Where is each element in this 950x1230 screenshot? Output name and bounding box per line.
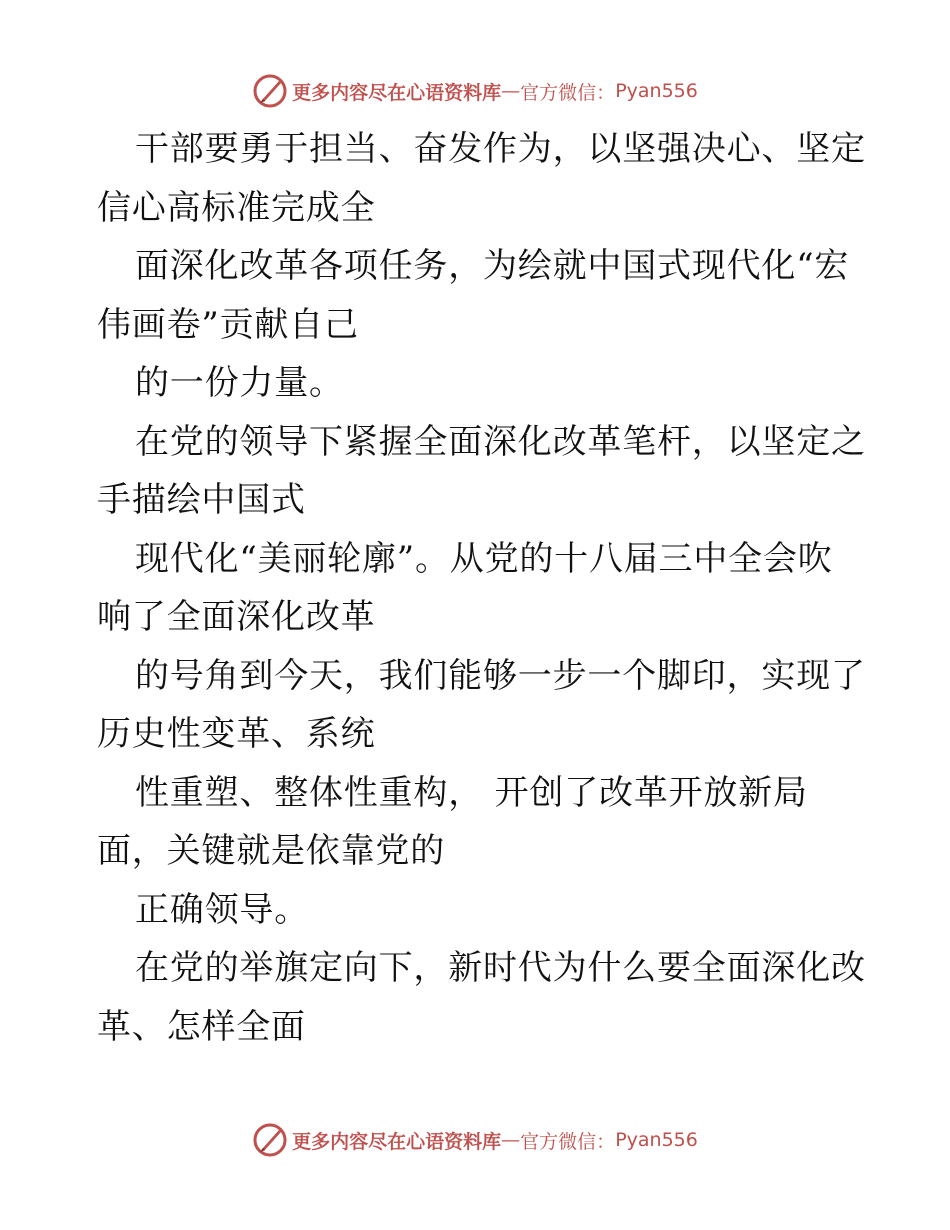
paragraph-line: 干部要勇于担当、奋发作为，以坚强决心、坚定 bbox=[135, 129, 866, 169]
paragraph-line: 性重塑、整体性重构， 开创了改革开放新局 bbox=[135, 772, 808, 813]
paragraph-line: 正确领导。 bbox=[135, 889, 309, 930]
paragraph-line: 在党的领导下紧握全面深化改革笔杆，以坚定之 bbox=[135, 421, 866, 462]
paragraph-line: 面深化改革各项任务，为绘就中国式现代化“宏 bbox=[135, 246, 850, 286]
header-brand-text: 更多内容尽在心语资料库 bbox=[292, 81, 502, 104]
paragraph bbox=[97, 120, 866, 237]
paragraph-line: 响了全面深化改革 bbox=[97, 597, 376, 637]
paragraph-line: 的一份力量。 bbox=[135, 363, 344, 403]
paragraph bbox=[97, 413, 866, 530]
paragraph-line: 历史性变革、系统 bbox=[97, 714, 376, 754]
paragraph bbox=[97, 530, 857, 647]
header-handle: Pyan556 bbox=[615, 80, 698, 102]
header-separator: — bbox=[501, 80, 521, 102]
paragraph bbox=[97, 647, 866, 764]
paragraph bbox=[97, 939, 866, 1056]
paragraph-line: 信心高标准完成全 bbox=[97, 187, 376, 228]
paragraph-line: 的号角到今天，我们能够一步一个脚印，实现了 bbox=[135, 655, 866, 696]
paragraph-line: 革、怎样全面 bbox=[97, 1006, 306, 1047]
quill-pen-logo-icon bbox=[252, 1122, 288, 1158]
paragraph-line: 手描绘中国式 bbox=[97, 480, 306, 520]
footer-suffix-text: 官方微信： bbox=[520, 1130, 616, 1153]
paragraph-line: 现代化“美丽轮廓”。从党的十八届三中全会吹 bbox=[135, 538, 833, 579]
paragraph-line: 在党的举旗定向下，新时代为什么要全面深化改 bbox=[135, 948, 866, 988]
paragraph bbox=[97, 881, 857, 940]
header-banner bbox=[0, 71, 950, 111]
paragraph bbox=[97, 354, 857, 413]
header-suffix-text: 官方微信： bbox=[520, 81, 616, 104]
paragraph-line: 面，关键就是依靠党的 bbox=[97, 831, 445, 871]
paragraph bbox=[97, 764, 857, 881]
footer-brand-text: 更多内容尽在心语资料库 bbox=[292, 1130, 502, 1153]
footer-banner bbox=[0, 1120, 950, 1160]
paragraph-line: 伟画卷”贡献自己 bbox=[97, 304, 359, 345]
paragraph bbox=[97, 237, 857, 354]
document-body bbox=[97, 120, 866, 1056]
quill-pen-logo-icon bbox=[252, 73, 288, 109]
footer-handle: Pyan556 bbox=[615, 1129, 698, 1151]
footer-separator: — bbox=[501, 1129, 521, 1151]
